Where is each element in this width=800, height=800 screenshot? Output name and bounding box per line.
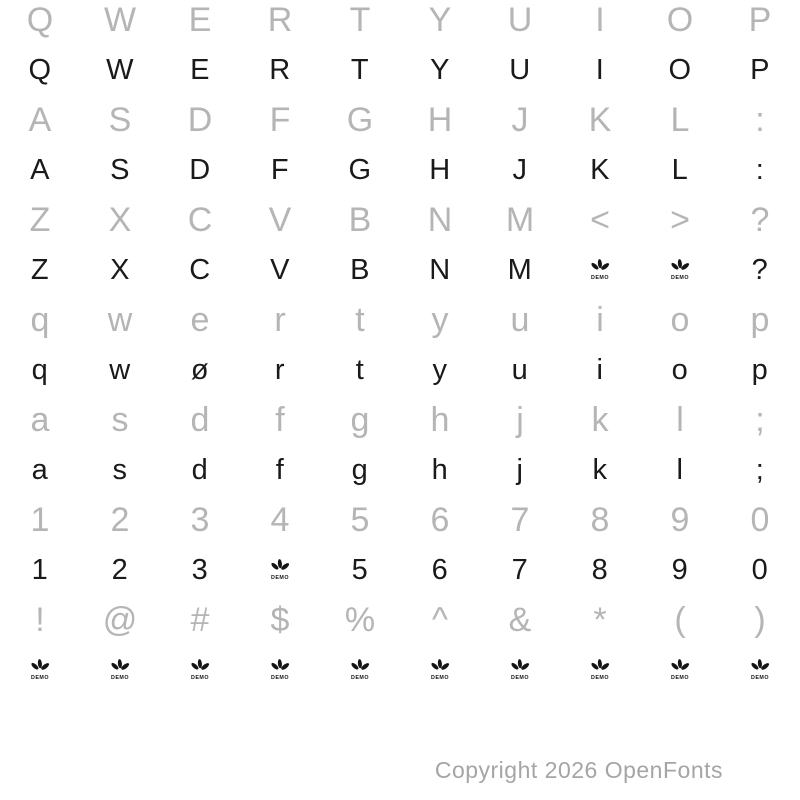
ref-glyph: h (430, 401, 450, 439)
demo-glyph (0, 646, 80, 700)
ref-glyph: ^ (432, 601, 448, 639)
sample-glyph: M (507, 254, 533, 286)
sample-row-4 (0, 346, 800, 400)
demo-glyph-label: DEMO (591, 675, 609, 681)
ref-glyph: C (187, 201, 213, 239)
ref-glyph: q (30, 301, 50, 339)
fleuron-icon (189, 657, 211, 681)
sample-glyph: A (30, 154, 50, 186)
ref-glyph: K (588, 101, 612, 139)
ref-glyph: Y (428, 1, 452, 39)
fleuron-icon (349, 657, 371, 681)
ref-glyph: 8 (590, 501, 610, 539)
sample-glyph: ø (190, 354, 210, 386)
sample-glyph: a (31, 454, 49, 486)
sample-glyph: O (668, 54, 692, 86)
ref-glyph: D (187, 101, 213, 139)
fleuron-icon (749, 657, 771, 681)
ref-glyph: 0 (750, 501, 770, 539)
sample-glyph: h (431, 454, 449, 486)
ref-glyph: $ (270, 601, 290, 639)
ref-glyph: k (591, 401, 609, 439)
ref-glyph: ! (35, 601, 45, 639)
ref-glyph: W (103, 1, 137, 39)
sample-glyph: ; (755, 454, 765, 486)
fleuron-icon (429, 657, 451, 681)
ref-glyph: Q (26, 1, 54, 39)
sample-glyph: 5 (351, 554, 369, 586)
demo-glyph-label: DEMO (671, 275, 689, 281)
ref-glyph: * (593, 601, 607, 639)
ref-glyph: t (355, 301, 365, 339)
sample-glyph: C (189, 254, 211, 286)
demo-glyph (240, 646, 320, 700)
row-pair-7 (0, 600, 800, 700)
sample-glyph: P (750, 54, 770, 86)
reference-row-6 (0, 500, 800, 546)
sample-glyph: I (595, 54, 605, 86)
ref-glyph: 5 (350, 501, 370, 539)
reference-row-2 (0, 100, 800, 146)
sample-glyph: F (270, 154, 290, 186)
ref-glyph: L (670, 101, 690, 139)
ref-glyph: U (507, 1, 533, 39)
ref-glyph: M (505, 201, 535, 239)
demo-glyph-label: DEMO (751, 675, 769, 681)
sample-glyph: N (429, 254, 451, 286)
sample-glyph: 8 (591, 554, 609, 586)
reference-row-4 (0, 300, 800, 346)
ref-glyph: g (350, 401, 370, 439)
sample-glyph: L (671, 154, 689, 186)
ref-glyph: F (269, 101, 291, 139)
ref-glyph: p (750, 301, 770, 339)
sample-row-5 (0, 446, 800, 500)
sample-glyph: d (191, 454, 209, 486)
sample-glyph: Y (430, 54, 450, 86)
ref-glyph: V (268, 201, 292, 239)
ref-glyph: > (670, 201, 690, 239)
ref-glyph: u (510, 301, 530, 339)
sample-glyph: T (350, 54, 370, 86)
ref-glyph: G (346, 101, 374, 139)
demo-glyph (560, 246, 640, 300)
sample-glyph: q (31, 354, 49, 386)
ref-glyph: X (108, 201, 132, 239)
row-pair-3 (0, 200, 800, 300)
demo-glyph (720, 646, 800, 700)
sample-glyph: X (110, 254, 130, 286)
sample-row-3 (0, 246, 800, 300)
ref-glyph: r (274, 301, 286, 339)
demo-glyph-label: DEMO (191, 675, 209, 681)
sample-glyph: W (106, 54, 134, 86)
ref-glyph: B (348, 201, 372, 239)
reference-row-3 (0, 200, 800, 246)
demo-glyph-label: DEMO (671, 675, 689, 681)
ref-glyph: I (595, 1, 605, 39)
fleuron-icon (109, 657, 131, 681)
sample-glyph: : (755, 154, 765, 186)
fleuron-icon (29, 657, 51, 681)
sample-glyph: r (274, 354, 286, 386)
demo-glyph (320, 646, 400, 700)
sample-glyph: 6 (431, 554, 449, 586)
demo-glyph-label: DEMO (271, 575, 289, 581)
sample-glyph: ? (751, 254, 769, 286)
ref-glyph: T (349, 1, 371, 39)
ref-glyph: j (516, 401, 524, 439)
sample-glyph: V (270, 254, 290, 286)
fleuron-icon (269, 557, 291, 581)
row-pair-1 (0, 0, 800, 100)
reference-row-5 (0, 400, 800, 446)
sample-glyph: f (275, 454, 285, 486)
ref-glyph: 4 (270, 501, 290, 539)
sample-glyph: J (512, 154, 528, 186)
ref-glyph: Z (29, 201, 51, 239)
ref-glyph: a (30, 401, 50, 439)
sample-glyph: D (189, 154, 211, 186)
reference-row-1 (0, 0, 800, 46)
demo-glyph (640, 646, 720, 700)
demo-glyph (160, 646, 240, 700)
ref-glyph: y (431, 301, 449, 339)
reference-row-7 (0, 600, 800, 646)
copyright-text: Copyright 2026 OpenFonts (434, 757, 723, 783)
ref-glyph: 6 (430, 501, 450, 539)
ref-glyph: : (755, 101, 765, 139)
ref-glyph: 9 (670, 501, 690, 539)
sample-glyph: H (429, 154, 451, 186)
sample-glyph: s (112, 454, 128, 486)
row-pair-2 (0, 100, 800, 200)
sample-row-7 (0, 646, 800, 700)
ref-glyph: 7 (510, 501, 530, 539)
ref-glyph: % (344, 601, 376, 639)
ref-glyph: l (676, 401, 684, 439)
sample-glyph: i (596, 354, 604, 386)
ref-glyph: w (107, 301, 133, 339)
sample-glyph: E (190, 54, 210, 86)
ref-glyph: 3 (190, 501, 210, 539)
fleuron-icon (669, 657, 691, 681)
sample-glyph: 1 (31, 554, 49, 586)
ref-glyph: 1 (30, 501, 50, 539)
fleuron-icon (589, 257, 611, 281)
demo-glyph-label: DEMO (591, 275, 609, 281)
sample-glyph: y (432, 354, 448, 386)
sample-row-2 (0, 146, 800, 200)
demo-glyph (240, 546, 320, 600)
sample-glyph: 9 (671, 554, 689, 586)
demo-glyph-label: DEMO (431, 675, 449, 681)
sample-glyph: 3 (191, 554, 209, 586)
ref-glyph: 2 (110, 501, 130, 539)
ref-glyph: ( (674, 601, 686, 639)
ref-glyph: J (511, 101, 529, 139)
ref-glyph: R (267, 1, 293, 39)
ref-glyph: A (28, 101, 52, 139)
demo-glyph (560, 646, 640, 700)
ref-glyph: O (666, 1, 694, 39)
ref-glyph: ) (754, 601, 766, 639)
ref-glyph: H (427, 101, 453, 139)
ref-glyph: e (190, 301, 210, 339)
ref-glyph: P (748, 1, 772, 39)
fleuron-icon (589, 657, 611, 681)
sample-glyph: 2 (111, 554, 129, 586)
ref-glyph: s (111, 401, 129, 439)
demo-glyph-label: DEMO (511, 675, 529, 681)
demo-glyph (480, 646, 560, 700)
sample-glyph: S (110, 154, 130, 186)
sample-glyph: p (751, 354, 769, 386)
ref-glyph: # (190, 601, 210, 639)
ref-glyph: o (670, 301, 690, 339)
sample-glyph: Z (30, 254, 50, 286)
sample-row-6 (0, 546, 800, 600)
fleuron-icon (669, 257, 691, 281)
sample-glyph: k (592, 454, 608, 486)
sample-glyph: g (351, 454, 369, 486)
sample-glyph: w (109, 354, 131, 386)
ref-glyph: f (275, 401, 285, 439)
demo-glyph-label: DEMO (271, 675, 289, 681)
fleuron-icon (509, 657, 531, 681)
ref-glyph: < (590, 201, 610, 239)
sample-glyph: o (671, 354, 689, 386)
sample-glyph: B (350, 254, 370, 286)
row-pair-6 (0, 500, 800, 600)
sample-glyph: Q (28, 54, 52, 86)
demo-glyph (640, 246, 720, 300)
sample-glyph: l (676, 454, 684, 486)
ref-glyph: @ (102, 601, 138, 639)
sample-glyph: K (590, 154, 610, 186)
sample-glyph: u (511, 354, 529, 386)
demo-glyph-label: DEMO (31, 675, 49, 681)
demo-glyph (80, 646, 160, 700)
ref-glyph: i (596, 301, 604, 339)
sample-glyph: j (516, 454, 524, 486)
fleuron-icon (269, 657, 291, 681)
ref-glyph: E (188, 1, 212, 39)
sample-glyph: U (509, 54, 531, 86)
ref-glyph: S (108, 101, 132, 139)
ref-glyph: N (427, 201, 453, 239)
demo-glyph (400, 646, 480, 700)
sample-glyph: R (269, 54, 291, 86)
sample-row-1 (0, 46, 800, 100)
row-pair-5 (0, 400, 800, 500)
sample-glyph: 7 (511, 554, 529, 586)
demo-glyph-label: DEMO (111, 675, 129, 681)
sample-glyph: G (348, 154, 372, 186)
ref-glyph: ; (755, 401, 765, 439)
sample-glyph: 0 (751, 554, 769, 586)
ref-glyph: ? (750, 201, 770, 239)
demo-glyph-label: DEMO (351, 675, 369, 681)
sample-glyph: t (355, 354, 365, 386)
row-pair-4 (0, 300, 800, 400)
ref-glyph: & (508, 601, 532, 639)
ref-glyph: d (190, 401, 210, 439)
